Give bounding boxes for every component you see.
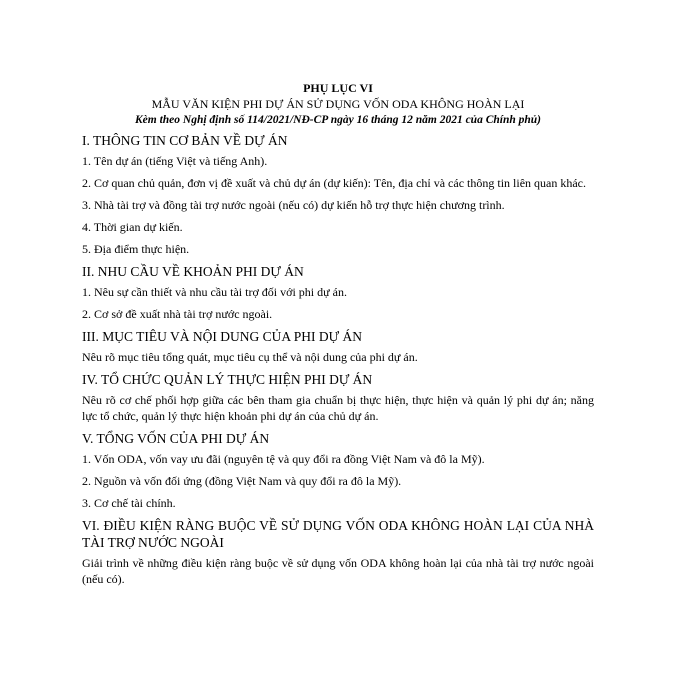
section-5-paragraph-3: 3. Cơ chế tài chính. [82, 496, 176, 510]
section-5-paragraph-1: 1. Vốn ODA, vốn vay ưu đãi (nguyên tệ và quy đổi ra đồng Việt Nam và đô la Mỹ). [82, 452, 485, 466]
section-heading-2: II. NHU CẦU VỀ KHOẢN PHI DỰ ÁN [82, 264, 304, 279]
document-page [82, 81, 594, 593]
document-subtitle: MẪU VĂN KIỆN PHI DỰ ÁN SỬ DỤNG VỐN ODA KHÔNG HOÀN LẠI [151, 97, 525, 111]
section-heading-3: III. MỤC TIÊU VÀ NỘI DUNG CỦA PHI DỰ ÁN [82, 329, 362, 344]
section-heading-6: VI. ĐIỀU KIỆN RÀNG BUỘC VỀ SỬ DỤNG VỐN ODA KHÔNG HOÀN LẠI CỦA NHÀ TÀI TRỢ NƯỚC NGOÀI [82, 518, 594, 550]
section-heading-5: V. TỔNG VỐN CỦA PHI DỰ ÁN [82, 431, 270, 446]
section-3-paragraph-1: Nêu rõ mục tiêu tổng quát, mục tiêu cụ thể và nội dung của phi dự án. [82, 350, 418, 364]
section-1-paragraph-3: 3. Nhà tài trợ và đồng tài trợ nước ngoài (nếu có) dự kiến hỗ trợ thực hiện chương trình. [82, 198, 505, 212]
section-1-paragraph-2: 2. Cơ quan chủ quản, đơn vị đề xuất và chủ dự án (dự kiến): Tên, địa chỉ và các thông tin liên quan khác. [82, 176, 587, 190]
decree-note: Kèm theo Nghị định số 114/2021/NĐ-CP ngày 16 tháng 12 năm 2021 của Chính phủ) [135, 114, 541, 126]
section-4-paragraph-1: Nêu rõ cơ chế phối hợp giữa các bên tham gia chuẩn bị thực hiện, thực hiện và quản lý phi dự án; năng lực tổ chức, quản lý thực hiện khoản phi dự án của chủ dự án. [82, 393, 594, 423]
section-2-paragraph-1: 1. Nêu sự cần thiết và nhu cầu tài trợ đối với phi dự án. [82, 285, 347, 299]
section-heading-4: IV. TỔ CHỨC QUẢN LÝ THỰC HIỆN PHI DỰ ÁN [82, 372, 373, 387]
section-1-paragraph-5: 5. Địa điểm thực hiện. [82, 242, 190, 256]
section-1-paragraph-1: 1. Tên dự án (tiếng Việt và tiếng Anh). [82, 154, 268, 168]
section-6-paragraph-1: Giải trình về những điều kiện ràng buộc về sử dụng vốn ODA không hoàn lại của nhà tài trợ nước ngoài (nếu có). [82, 556, 594, 586]
section-2-paragraph-2: 2. Cơ sở đề xuất nhà tài trợ nước ngoài. [82, 307, 273, 321]
appendix-title: PHỤ LỤC VI [303, 81, 373, 95]
section-heading-1: I. THÔNG TIN CƠ BẢN VỀ DỰ ÁN [82, 133, 288, 148]
section-1-paragraph-4: 4. Thời gian dự kiến. [82, 220, 183, 234]
section-5-paragraph-2: 2. Nguồn và vốn đối ứng (đồng Việt Nam và quy đổi ra đô la Mỹ). [82, 474, 402, 488]
